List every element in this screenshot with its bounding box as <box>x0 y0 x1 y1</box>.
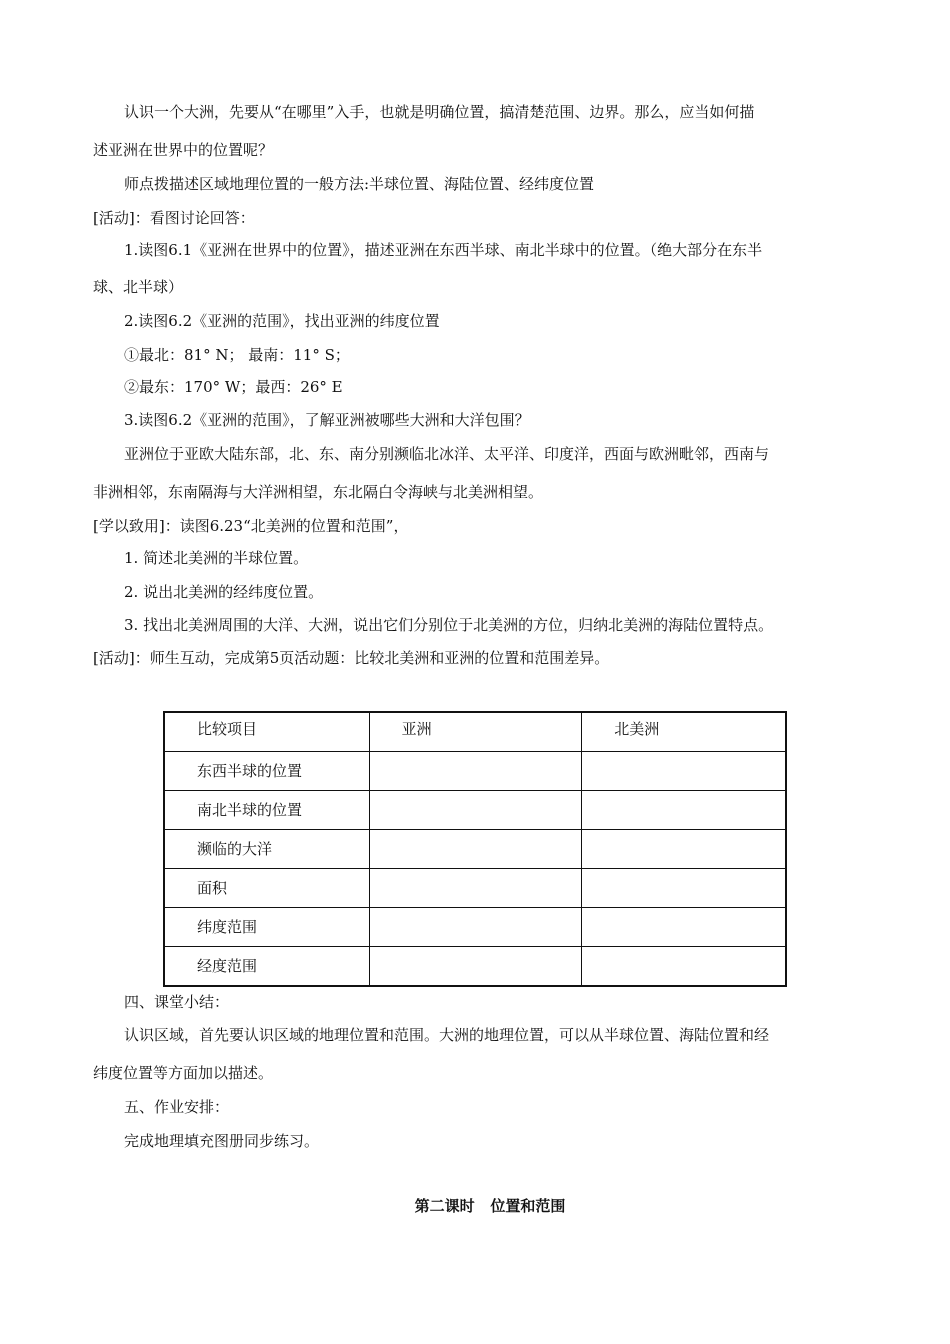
row-label: 东西半球的位置 <box>164 752 369 791</box>
section-title: 第二课时 位置和范围 <box>414 1197 566 1215</box>
row-label: 濒临的大洋 <box>164 830 369 869</box>
table-row <box>164 752 786 791</box>
apply-question-3: 3. 找出北美洲周围的大洋、大洲，说出它们分别位于北美洲的方位，归纳北美洲的海陆位置特点。 <box>124 616 774 634</box>
table-row <box>164 908 786 947</box>
row-label: 纬度范围 <box>164 908 369 947</box>
table-header-cell: 北美洲 <box>582 712 786 752</box>
table-cell <box>582 752 786 791</box>
table-row <box>164 830 786 869</box>
question-3: 3.读图6.2《亚洲的范围》，了解亚洲被哪些大洲和大洋包围？ <box>124 411 530 429</box>
table-cell <box>369 791 582 830</box>
activity-heading-2: [活动]：师生互动，完成第5页活动题：比较北美洲和亚洲的位置和范围差异。 <box>93 649 610 667</box>
table-cell <box>582 791 786 830</box>
table-cell <box>582 830 786 869</box>
question-2: 2.读图6.2《亚洲的范围》，找出亚洲的纬度位置 <box>124 312 440 330</box>
homework-heading: 五、作业安排： <box>124 1098 230 1116</box>
question-1-line1: 1.读图6.1《亚洲在世界中的位置》，描述亚洲在东西半球、南北半球中的位置。（绝大部分在东半 <box>124 241 763 259</box>
row-label: 经度范围 <box>164 947 369 987</box>
apply-question-1: 1. 简述北美洲的半球位置。 <box>124 549 309 567</box>
question-1-line2: 球、北半球） <box>93 278 184 296</box>
row-label: 面积 <box>164 869 369 908</box>
table-cell <box>369 830 582 869</box>
apply-question-2: 2. 说出北美洲的经纬度位置。 <box>124 583 324 601</box>
latitude-north-south: ①最北：81° N； 最南：11° S； <box>124 346 350 364</box>
table-row <box>164 791 786 830</box>
row-label: 南北半球的位置 <box>164 791 369 830</box>
table-cell <box>582 947 786 987</box>
paragraph-intro-line2: 述亚洲在世界中的位置呢？ <box>93 141 274 159</box>
paragraph-intro-line1: 认识一个大洲，先要从“在哪里”入手，也就是明确位置，搞清楚范围、边界。那么，应当如何描 <box>124 103 755 121</box>
table-row <box>164 869 786 908</box>
table-row <box>164 947 786 987</box>
table-cell <box>369 908 582 947</box>
homework-text: 完成地理填充图册同步练习。 <box>124 1132 320 1150</box>
table-cell <box>369 947 582 987</box>
asia-description-line2: 非洲相邻，东南隔海与大洋洲相望，东北隔白令海峡与北美洲相望。 <box>93 483 544 501</box>
table-header-row <box>164 712 786 752</box>
paragraph-method: 师点拨描述区域地理位置的一般方法:半球位置、海陆位置、经纬度位置 <box>124 175 595 193</box>
table-cell <box>369 752 582 791</box>
summary-heading: 四、课堂小结： <box>124 993 230 1011</box>
asia-description-line1: 亚洲位于亚欧大陆东部，北、东、南分别濒临北冰洋、太平洋、印度洋，西面与欧洲毗邻，西南与 <box>124 445 770 463</box>
longitude-east-west: ②最东：170° W；最西：26° E <box>124 378 343 396</box>
table-cell <box>582 869 786 908</box>
summary-line1: 认识区域，首先要认识区域的地理位置和范围。大洲的地理位置，可以从半球位置、海陆位置和经 <box>124 1026 770 1044</box>
activity-heading-1: [活动]：看图讨论回答： <box>93 209 255 227</box>
table-cell <box>369 869 582 908</box>
table-header-cell: 亚洲 <box>369 712 582 752</box>
table-header-cell: 比较项目 <box>164 712 369 752</box>
summary-line2: 纬度位置等方面加以描述。 <box>93 1064 274 1082</box>
apply-heading: [学以致用]：读图6.23“北美洲的位置和范围”， <box>93 517 409 535</box>
table-cell <box>582 908 786 947</box>
comparison-table <box>163 711 787 987</box>
